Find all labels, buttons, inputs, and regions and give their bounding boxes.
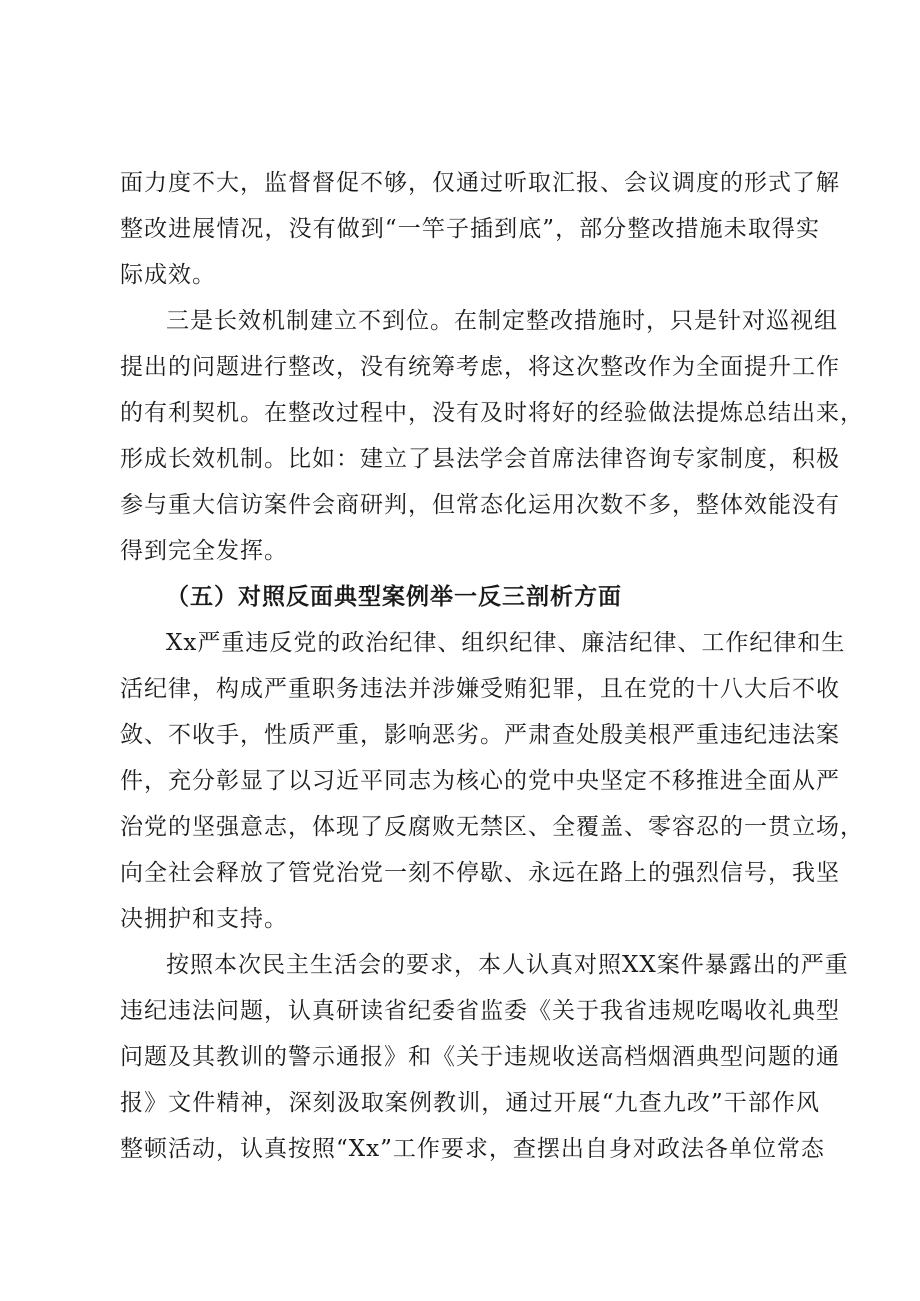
section-heading: （五）对照反面典型案例举一反三剖析方面	[166, 583, 622, 610]
paragraph-line: 违纪违法问题，认真研读省纪委省监委《关于我省违规吃喝收礼典型	[120, 998, 840, 1024]
paragraph-line: 得到完全发挥。	[120, 538, 288, 564]
paragraph-line: 际成效。	[120, 262, 216, 288]
paragraph-line: 整顿活动，认真按照“Xx”工作要求，查摆出自身对政法各单位常态	[120, 1136, 825, 1162]
paragraph-line: 整改进展情况，没有做到“一竿子插到底”，部分整改措施未取得实	[120, 216, 820, 242]
paragraph-line: 活纪律，构成严重职务违法并涉嫌受贿犯罪，且在党的十八大后不收	[120, 676, 840, 702]
paragraph-line: 报》文件精神，深刻汲取案例教训，通过开展“九查九改”干部作风	[120, 1090, 820, 1116]
paragraph-line: 按照本次民主生活会的要求，本人认真对照XX案件暴露出的严重	[166, 952, 849, 978]
paragraph-line: 参与重大信访案件会商研判，但常态化运用次数不多，整体效能没有	[120, 492, 840, 518]
paragraph-line: 的有利契机。在整改过程中，没有及时将好的经验做法提炼总结出来，	[120, 400, 864, 426]
paragraph-line: 治党的坚强意志，体现了反腐败无禁区、全覆盖、零容忍的一贯立场，	[120, 814, 864, 840]
paragraph-line: 决拥护和支持。	[120, 906, 288, 932]
paragraph-line: 件，充分彰显了以习近平同志为核心的党中央坚定不移推进全面从严	[120, 768, 840, 794]
paragraph-line: 问题及其教训的警示通报》和《关于违规收送高档烟酒典型问题的通	[120, 1044, 840, 1070]
paragraph-line: Xx严重违反党的政治纪律、组织纪律、廉洁纪律、工作纪律和生	[166, 630, 846, 656]
paragraph-line: 面力度不大，监督督促不够，仅通过听取汇报、会议调度的形式了解	[120, 170, 840, 196]
paragraph-line: 敛、不收手，性质严重，影响恶劣。严肃查处殷美根严重违纪违法案	[120, 722, 840, 748]
paragraph-line: 三是长效机制建立不到位。在制定整改措施时，只是针对巡视组	[166, 308, 838, 334]
paragraph-line: 形成长效机制。比如：建立了县法学会首席法律咨询专家制度，积极	[120, 446, 840, 472]
paragraph-line: 向全社会释放了管党治党一刻不停歇、永远在路上的强烈信号，我坚	[120, 860, 840, 886]
paragraph-line: 提出的问题进行整改，没有统筹考虑，将这次整改作为全面提升工作	[120, 354, 840, 380]
